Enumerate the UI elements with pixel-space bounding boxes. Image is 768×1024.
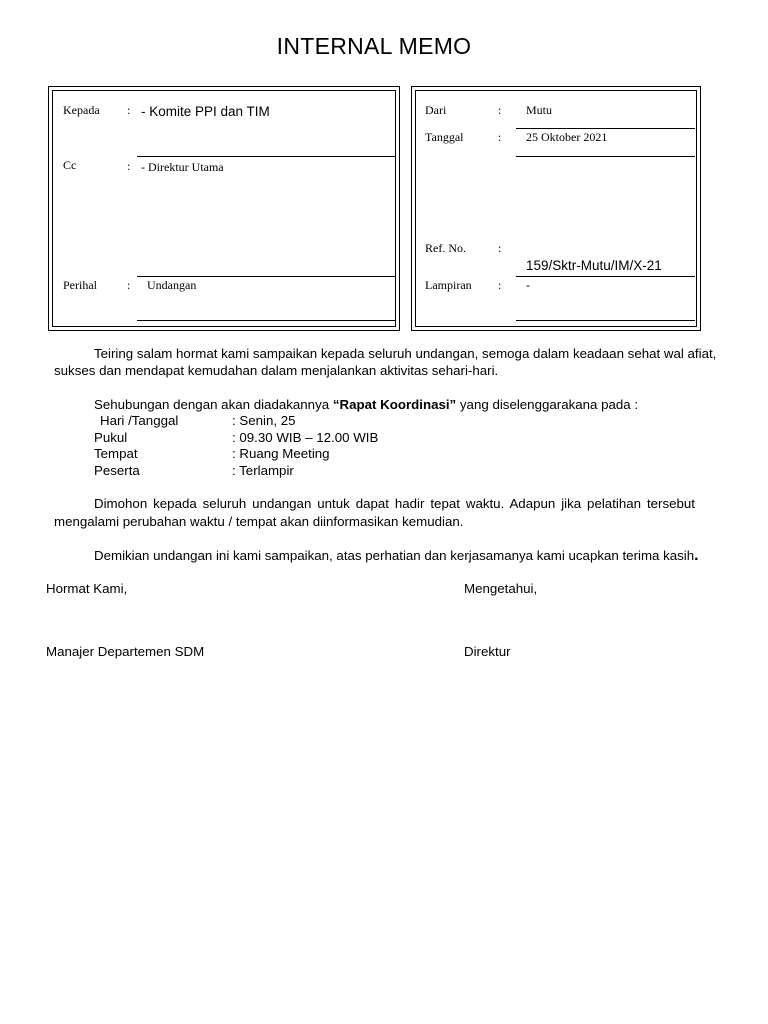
cc-label: Cc [63, 158, 77, 172]
paragraph-2-prefix: Sehubungan dengan akan diadakannya [94, 397, 333, 412]
closing-greeting-right: Mengetahui, [464, 581, 538, 596]
lampiran-colon: : [498, 278, 502, 292]
detail-value-tempat: : Ruang Meeting [232, 446, 330, 461]
lampiran-label: Lampiran [425, 278, 472, 292]
kepada-value: - Komite PPI dan TIM [141, 104, 270, 119]
dari-underline [516, 128, 695, 129]
paragraph-4-text: Demikian undangan ini kami sampaikan, atas perhatian dan kerjasamanya kami ucapkan terima kasih [94, 548, 695, 563]
tanggal-value: 25 Oktober 2021 [526, 130, 608, 144]
paragraph-4-period: . [694, 547, 699, 564]
paragraph-3-line-2: mengalami perubahan waktu / tempat akan diinformasikan kemudian. [54, 514, 464, 529]
paragraph-1-line-2: sukses dan mendapat kemudahan dalam menjalankan aktivitas sehari-hari. [54, 363, 499, 378]
ref-value: 159/Sktr-Mutu/IM/X-21 [526, 258, 662, 273]
detail-label-tempat: Tempat [94, 446, 138, 461]
tanggal-underline [516, 156, 695, 157]
dari-label: Dari [425, 103, 447, 117]
kepada-label: Kepada [63, 103, 100, 117]
paragraph-4 [94, 547, 699, 565]
ref-label: Ref. No. [425, 241, 466, 255]
ref-underline [516, 276, 695, 277]
perihal-upper-line [137, 276, 395, 277]
paragraph-3-line-1: Dimohon kepada seluruh undangan untuk dapat hadir tepat waktu. Adapun jika pelatihan tersebut [94, 496, 695, 511]
detail-label-peserta: Peserta [94, 463, 140, 478]
tanggal-colon: : [498, 130, 502, 144]
lampiran-value: - [526, 278, 530, 292]
header-left-inner-border [52, 90, 396, 327]
perihal-colon: : [127, 278, 131, 292]
perihal-label: Perihal [63, 278, 97, 292]
perihal-value: Undangan [147, 278, 197, 292]
detail-label-pukul: Pukul [94, 430, 128, 445]
kepada-colon: : [127, 103, 131, 117]
detail-value-pukul: : 09.30 WIB – 12.00 WIB [232, 430, 379, 445]
perihal-underline [137, 320, 395, 321]
paragraph-1-line-1: Teiring salam hormat kami sampaikan kepada seluruh undangan, semoga dalam keadaan sehat wal afiat, [94, 346, 717, 361]
dari-value: Mutu [526, 103, 553, 117]
memo-title: INTERNAL MEMO [276, 33, 472, 59]
detail-label-hari: Hari /Tanggal [100, 413, 179, 428]
lampiran-underline [516, 320, 695, 321]
closing-greeting-left: Hormat Kami, [46, 581, 128, 596]
paragraph-2 [94, 397, 638, 412]
cc-colon: : [127, 159, 131, 173]
signatory-title-left: Manajer Departemen SDM [46, 644, 205, 659]
dari-colon: : [498, 103, 502, 117]
cc-value: - Direktur Utama [141, 160, 224, 174]
meeting-name: “Rapat Koordinasi” [332, 397, 457, 412]
detail-value-hari: : Senin, 25 [232, 413, 296, 428]
header-left-box [48, 86, 400, 331]
detail-value-peserta: : Terlampir [232, 463, 294, 478]
paragraph-2-suffix: yang diselenggarakana pada : [456, 397, 639, 412]
header-right-box [411, 86, 701, 331]
kepada-underline [137, 156, 395, 157]
signatory-title-right: Direktur [464, 644, 511, 659]
tanggal-label: Tanggal [425, 130, 464, 144]
ref-colon: : [498, 241, 502, 255]
